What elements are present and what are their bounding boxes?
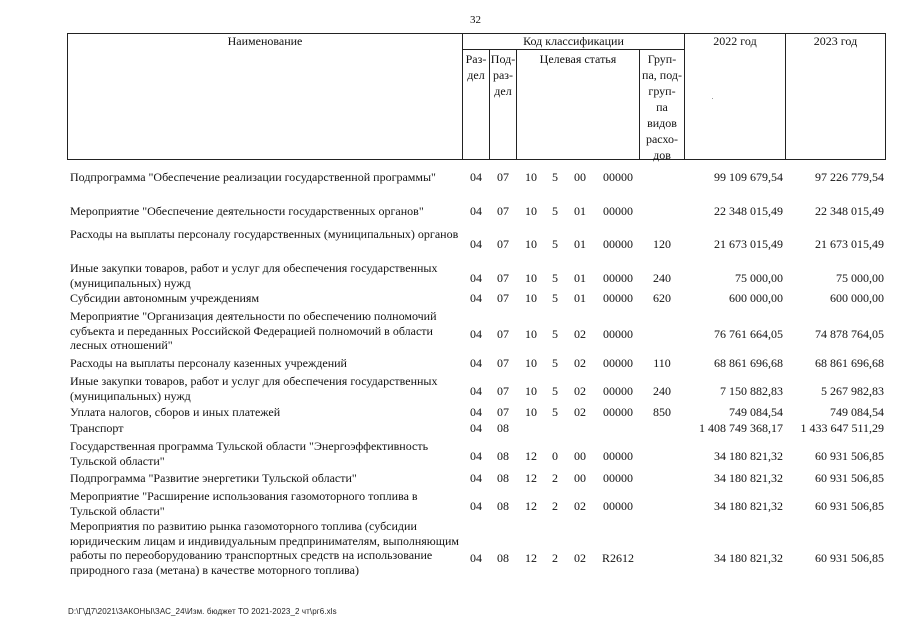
cell-event: 00 [574,471,586,485]
cell-program: 10 [525,170,537,184]
cell-direction: R2612 [601,551,634,565]
cell-podrazdel: 07 [497,237,509,251]
cell-event: 02 [574,384,586,398]
cell-amount-2022: 21 673 015,49 [714,237,783,251]
cell-podrazdel: 07 [497,271,509,285]
cell-expense-type: 620 [653,291,671,305]
cell-amount-2023: 5 267 982,83 [821,384,884,398]
cell-amount-2023: 75 000,00 [836,271,884,285]
cell-expense-type: 110 [653,356,671,370]
cell-amount-2022: 99 109 679,54 [714,170,783,184]
cell-subprogram: 5 [552,291,558,305]
cell-program: 10 [525,237,537,251]
cell-razdel: 04 [470,327,482,341]
cell-direction: 00000 [603,471,633,485]
cell-razdel: 04 [470,356,482,370]
cell-amount-2022: 34 180 821,32 [714,471,783,485]
cell-direction: 00000 [603,499,633,513]
cell-amount-2023: 68 861 696,68 [815,356,884,370]
cell-event: 02 [574,327,586,341]
table-row [0,204,905,220]
cell-direction: 00000 [603,237,633,251]
cell-program: 10 [525,204,537,218]
cell-program: 12 [525,471,537,485]
header-border [885,33,886,160]
cell-event: 02 [574,499,586,513]
cell-program: 10 [525,327,537,341]
table-row [0,439,905,470]
cell-name: Транспорт [70,421,124,435]
cell-event: 01 [574,237,586,251]
table-row [0,261,905,292]
table-row [0,170,905,186]
cell-name: Субсидии автономным учреждениям [70,291,260,305]
cell-razdel: 04 [470,449,482,463]
cell-razdel: 04 [470,170,482,184]
cell-podrazdel: 07 [497,204,509,218]
cell-subprogram: 2 [552,471,558,485]
cell-direction: 00000 [603,449,633,463]
cell-subprogram: 2 [552,499,558,513]
cell-program: 10 [525,291,537,305]
cell-direction: 00000 [603,384,633,398]
cell-amount-2023: 60 931 506,85 [815,551,884,565]
header-target: Целевая статья [539,52,617,66]
cell-razdel: 04 [470,291,482,305]
cell-direction: 00000 [603,170,633,184]
cell-amount-2022: 34 180 821,32 [714,551,783,565]
cell-amount-2023: 749 084,54 [830,405,884,419]
cell-expense-type: 120 [653,237,671,251]
cell-name: Государственная программа Тульской области "Энергоэффективность Тульской области" [70,439,429,468]
table-row [0,471,905,487]
cell-razdel: 04 [470,204,482,218]
cell-amount-2022: 749 084,54 [729,405,783,419]
cell-podrazdel: 07 [497,405,509,419]
cell-subprogram: 5 [552,384,558,398]
header-podrazdel: Под- раз- дел [490,52,516,98]
cell-expense-type: 850 [653,405,671,419]
cell-name: Подпрограмма "Обеспечение реализации государственной программы" [70,170,436,184]
cell-razdel: 04 [470,421,482,435]
table-row [0,519,905,602]
cell-name: Иные закупки товаров, работ и услуг для обеспечения государственных (муниципальных) нужд [70,261,438,290]
header-code-group: Код классификации [523,34,624,48]
cell-name: Мероприятие "Расширение использования газомоторного топлива в Тульской области" [70,489,418,518]
cell-podrazdel: 07 [497,327,509,341]
cell-subprogram: 5 [552,327,558,341]
cell-program: 10 [525,384,537,398]
table-row [0,489,905,520]
header-year-2022: 2022 год [713,34,757,48]
cell-program: 10 [525,405,537,419]
header-name: Наименование [227,34,303,48]
cell-amount-2023: 60 931 506,85 [815,499,884,513]
cell-amount-2022: 34 180 821,32 [714,449,783,463]
header-border [67,159,886,160]
cell-amount-2023: 60 931 506,85 [815,471,884,485]
header-razdel: Раз- дел [465,52,487,82]
cell-event: 00 [574,170,586,184]
cell-event: 00 [574,449,586,463]
cell-name: Расходы на выплаты персоналу казенных учреждений [70,356,347,370]
cell-amount-2023: 600 000,00 [830,291,884,305]
cell-direction: 00000 [603,204,633,218]
cell-program: 10 [525,356,537,370]
cell-direction: 00000 [603,356,633,370]
cell-name: Иные закупки товаров, работ и услуг для обеспечения государственных (муниципальных) нужд [70,374,438,403]
table-row [0,421,905,437]
file-path-footer: D:\Г\Д7\2021\ЗАКОНЫ\ЗАС_24\Изм. бюджет ТО 2021-2023_2 чт\рг6.xls [68,607,337,616]
cell-razdel: 04 [470,405,482,419]
cell-subprogram: 0 [552,449,558,463]
cell-podrazdel: 08 [497,449,509,463]
table-row [0,374,905,405]
cell-program: 12 [525,499,537,513]
cell-podrazdel: 07 [497,356,509,370]
cell-expense-type: 240 [653,384,671,398]
cell-podrazdel: 07 [497,170,509,184]
header-year-2023: 2023 год [813,34,858,48]
cell-direction: 00000 [603,291,633,305]
cell-event: 01 [574,271,586,285]
cell-podrazdel: 08 [497,499,509,513]
cell-event: 02 [574,551,586,565]
cell-subprogram: 5 [552,405,558,419]
cell-amount-2023: 21 673 015,49 [815,237,884,251]
cell-amount-2022: 600 000,00 [729,291,783,305]
header-group: Груп- па, под- груп- па видов расхо- дов [642,52,682,162]
page-number: 32 [470,14,481,26]
cell-subprogram: 5 [552,271,558,285]
cell-subprogram: 5 [552,170,558,184]
cell-subprogram: 5 [552,356,558,370]
cell-name: Мероприятие "Организация деятельности по обеспечению полномочий субъекта и переданных Российской Федерацией полномочий в области лесных отношений" [70,309,437,352]
cell-amount-2023: 1 433 647 511,29 [800,421,884,435]
header-border [785,33,786,160]
cell-subprogram: 5 [552,237,558,251]
table-row [0,356,905,372]
cell-razdel: 04 [470,551,482,565]
cell-podrazdel: 07 [497,291,509,305]
table-row [0,227,905,258]
cell-amount-2023: 60 931 506,85 [815,449,884,463]
cell-direction: 00000 [603,271,633,285]
cell-program: 12 [525,551,537,565]
cell-event: 02 [574,356,586,370]
cell-razdel: 04 [470,237,482,251]
cell-amount-2022: 34 180 821,32 [714,499,783,513]
cell-amount-2023: 22 348 015,49 [815,204,884,218]
cell-podrazdel: 07 [497,384,509,398]
cell-event: 02 [574,405,586,419]
cell-program: 12 [525,449,537,463]
cell-amount-2022: 68 861 696,68 [714,356,783,370]
table-row [0,405,905,421]
table-header [0,0,905,165]
cell-expense-type: 240 [653,271,671,285]
scan-dot [712,98,713,99]
cell-name: Мероприятие "Обеспечение деятельности государственных органов" [70,204,424,218]
cell-amount-2023: 74 878 764,05 [815,327,884,341]
cell-amount-2022: 1 408 749 368,17 [699,421,783,435]
cell-program: 10 [525,271,537,285]
cell-event: 01 [574,204,586,218]
cell-direction: 00000 [603,405,633,419]
cell-podrazdel: 08 [497,471,509,485]
cell-subprogram: 5 [552,204,558,218]
cell-name: Уплата налогов, сборов и иных платежей [70,405,281,419]
cell-name: Расходы на выплаты персоналу государственных (муниципальных) органов [70,227,459,241]
cell-name: Мероприятия по развитию рынка газомоторного топлива (субсидии юридическим лицам и индивидуальным предпринимателям, выполняющим работы по переоборудованию транспортных средств на использование природного газа (метана) в качестве моторного топлива) [70,519,460,577]
cell-podrazdel: 08 [497,421,509,435]
cell-podrazdel: 08 [497,551,509,565]
cell-razdel: 04 [470,384,482,398]
cell-razdel: 04 [470,471,482,485]
cell-amount-2022: 76 761 664,05 [714,327,783,341]
cell-amount-2022: 75 000,00 [735,271,783,285]
cell-razdel: 04 [470,271,482,285]
table-row [0,309,905,356]
cell-razdel: 04 [470,499,482,513]
cell-direction: 00000 [603,327,633,341]
header-border [462,49,684,50]
cell-amount-2022: 22 348 015,49 [714,204,783,218]
cell-event: 01 [574,291,586,305]
header-border [67,33,68,160]
cell-amount-2022: 7 150 882,83 [720,384,783,398]
cell-amount-2023: 97 226 779,54 [815,170,884,184]
table-row [0,291,905,307]
header-border [684,33,685,160]
cell-subprogram: 2 [552,551,558,565]
cell-name: Подпрограмма "Развитие энергетики Тульской области" [70,471,357,485]
